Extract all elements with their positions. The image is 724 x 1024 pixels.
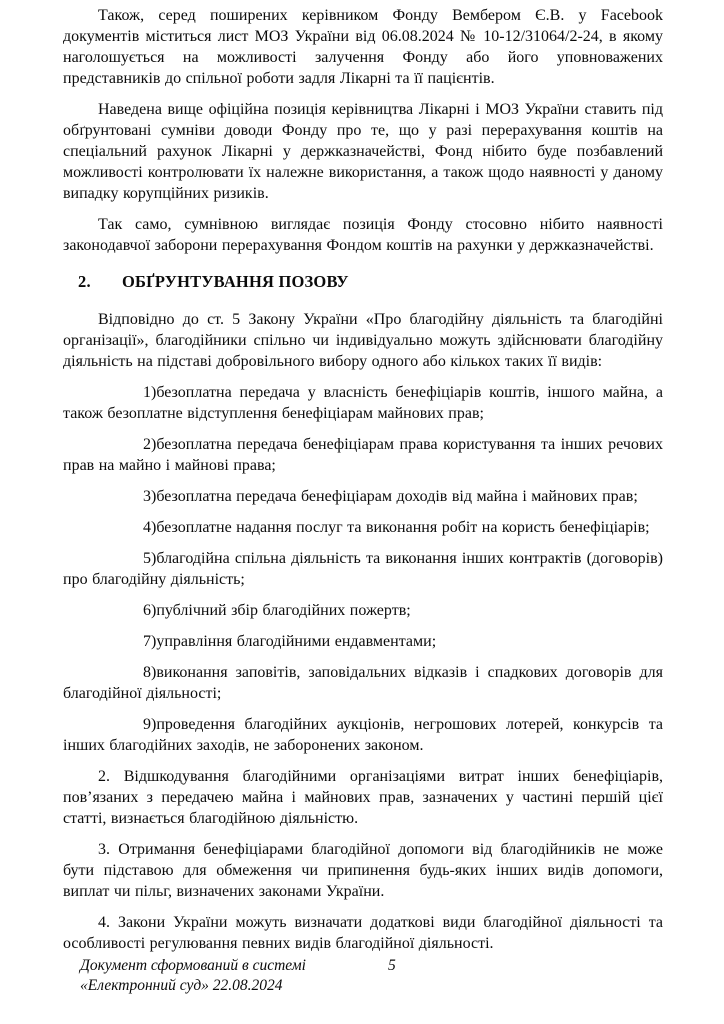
paragraph-law-part4: 4. Закони України можуть визначати додаткові види благодійної діяльності та особливості регулювання певних видів благодійної діяльності.	[63, 914, 663, 952]
paragraph-doubtful-position: Так само, сумнівною виглядає позиція Фонду стосовно нібито наявності законодавчої заборони перерахування Фондом коштів на рахунки у держказначействі.	[63, 216, 663, 254]
paragraph-facebook-letter: Також, серед поширених керівником Фонду Вембером Є.В. у Facebook документів міститься лист МОЗ України від 06.08.2024 № 10-12/31064/2-24, в якому наголошується на можливості залучення Фонду або його уповноважених представників до спільної роботи задля Лікарні та її пацієнтів.	[63, 7, 663, 87]
paragraph-law-article5-intro: Відповідно до ст. 5 Закону України «Про благодійну діяльність та благодійні організації», благодійники спільно чи індивідуально можуть здійснювати благодійну діяльність на підставі добровільного вибору одного або кількох таких її видів:	[63, 311, 663, 370]
list-item-3: 3)безоплатна передача бенефіціарам доходів від майна і майнових прав;	[143, 488, 638, 505]
list-item-6: 6)публічний збір благодійних пожертв;	[143, 602, 411, 619]
footer-system-line2: «Електронний суд» 22.08.2024	[80, 977, 283, 994]
document-body	[63, 5, 663, 964]
page-number: 5	[388, 957, 396, 974]
list-item-9: 9)проведення благодійних аукціонів, негрошових лотерей, конкурсів та інших благодійних заходів, не заборонених законом.	[63, 716, 663, 754]
list-item-8: 8)виконання заповітів, заповідальних відказів і спадкових договорів для благодійної діяльності;	[63, 664, 663, 702]
footer-system-line1: Документ сформований в системі	[80, 957, 306, 974]
list-item-7: 7)управління благодійними ендавментами;	[143, 633, 437, 650]
section-heading	[63, 271, 663, 292]
paragraph-law-part3: 3. Отримання бенефіціарами благодійної допомоги від благодійників не може бути підставою для обмеження чи припинення будь-яких інших видів допомоги, виплат чи пільг, визначених законами України.	[63, 841, 663, 900]
list-item-1: 1)безоплатна передача у власність бенефіціарів коштів, іншого майна, а також безоплатне відступлення бенефіціарам майнових прав;	[63, 384, 663, 422]
section-number: 2.	[78, 272, 91, 291]
paragraph-law-part2: 2. Відшкодування благодійними організаціями витрат інших бенефіціарів, пов’язаних з передачею майна і майнових прав, зазначених у частині першій цієї статті, визнається благодійною діяльністю.	[63, 768, 663, 827]
list-item-2: 2)безоплатна передача бенефіціарам права користування та інших речових прав на майно і майнові права;	[63, 436, 663, 474]
page-footer	[80, 956, 306, 996]
paragraph-official-position: Наведена вище офіційна позиція керівництва Лікарні і МОЗ України ставить під обґрунтовані сумніви доводи Фонду про те, що у разі перерахування коштів на спеціальний рахунок Лікарні у держказначействі, Фонд нібито буде позбавлений можливості контролювати їх належне використання, а також щодо наявності у даному випадку корупційних ризиків.	[63, 101, 663, 202]
list-item-4: 4)безоплатне надання послуг та виконання робіт на користь бенефіціарів;	[143, 519, 650, 536]
list-item-5: 5)благодійна спільна діяльність та виконання інших контрактів (договорів) про благодійну діяльність;	[63, 550, 663, 588]
section-title: ОБҐРУНТУВАННЯ ПОЗОВУ	[122, 272, 349, 291]
